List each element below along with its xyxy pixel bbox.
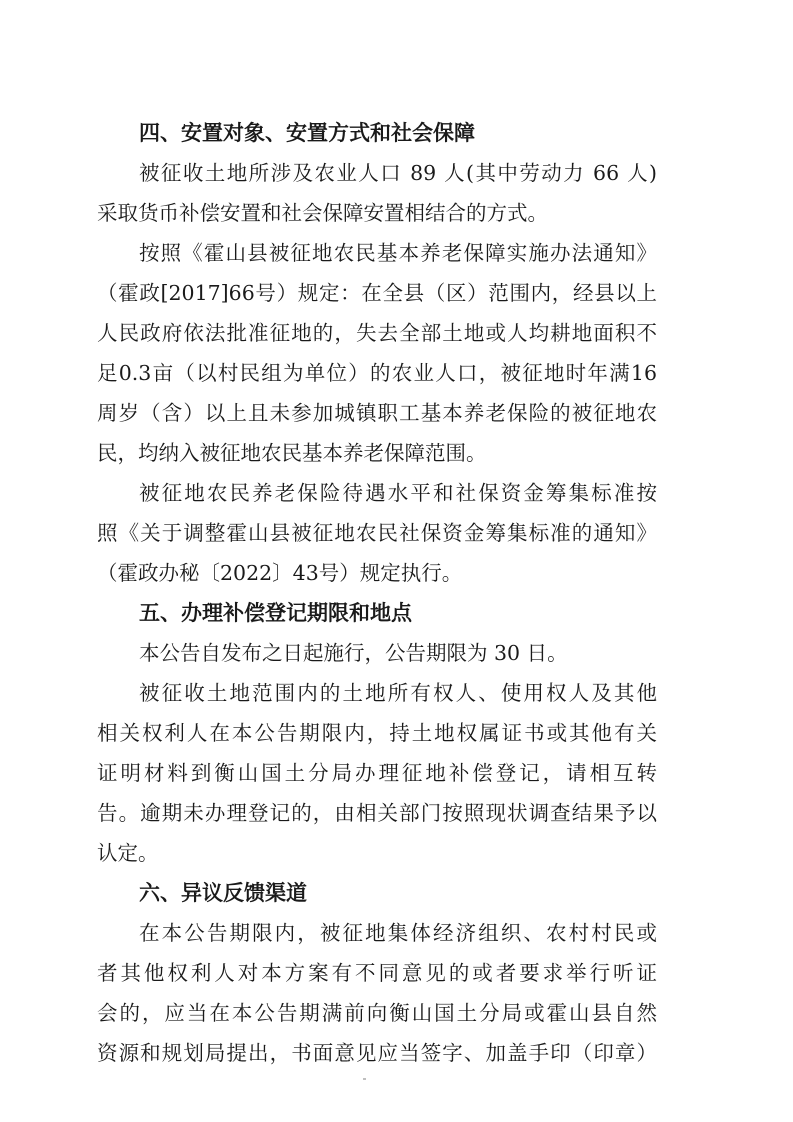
paragraph-line: 被征地农民养老保险待遇水平和社保资金筹集标准按 xyxy=(139,481,657,505)
paragraph-line: 被征收土地所涉及农业人口 89 人(其中劳动力 66 人) xyxy=(139,161,657,185)
paragraph-line: 照《关于调整霍山县被征地农民社保资金筹集标准的通知》 xyxy=(97,521,657,545)
paragraph-line: 周岁（含）以上且未参加城镇职工基本养老保险的被征地农 xyxy=(97,401,657,425)
paragraph-line: 足0.3亩（以村民组为单位）的农业人口，被征地时年满16 xyxy=(97,361,657,385)
paragraph-line: 民，均纳入被征地农民基本养老保障范围。 xyxy=(97,441,487,465)
paragraph-line: 被征收土地范围内的土地所有权人、使用权人及其他 xyxy=(139,681,657,705)
section-heading-6: 六、异议反馈渠道 xyxy=(139,881,307,905)
paragraph-line: 按照《霍山县被征地农民基本养老保障实施办法通知》 xyxy=(139,241,657,265)
section-heading-5: 五、办理补偿登记期限和地点 xyxy=(139,601,412,625)
section-heading-4: 四、安置对象、安置方式和社会保障 xyxy=(139,121,475,145)
paragraph-line: 资源和规划局提出，书面意见应当签字、加盖手印（印章） xyxy=(97,1041,657,1065)
paragraph-line: 会的，应当在本公告期满前向衡山国土分局或霍山县自然 xyxy=(97,1001,657,1025)
paragraph-line: 人民政府依法批准征地的，失去全部土地或人均耕地面积不 xyxy=(97,321,657,345)
paragraph-line: 采取货币补偿安置和社会保障安置相结合的方式。 xyxy=(97,201,548,225)
paragraph-line: 证明材料到衡山国土分局办理征地补偿登记，请相互转 xyxy=(97,761,657,785)
paragraph-line: 相关权利人在本公告期限内，持土地权属证书或其他有关 xyxy=(97,721,657,745)
paragraph-line: 告。逾期未办理登记的，由相关部门按照现状调查结果予以 xyxy=(97,801,657,825)
paragraph-line: 认定。 xyxy=(97,841,159,865)
paragraph-line: 者其他权利人对本方案有不同意见的或者要求举行听证 xyxy=(97,961,657,985)
scan-speck xyxy=(363,1078,366,1080)
paragraph-line: 本公告自发布之日起施行，公告期限为 30 日。 xyxy=(139,641,568,665)
paragraph-line: （霍政[2017]66号）规定：在全县（区）范围内，经县以上 xyxy=(97,281,657,305)
paragraph-line: （霍政办秘〔2022〕43号）规定执行。 xyxy=(97,561,463,585)
paragraph-line: 在本公告期限内，被征地集体经济组织、农村村民或 xyxy=(139,921,657,945)
